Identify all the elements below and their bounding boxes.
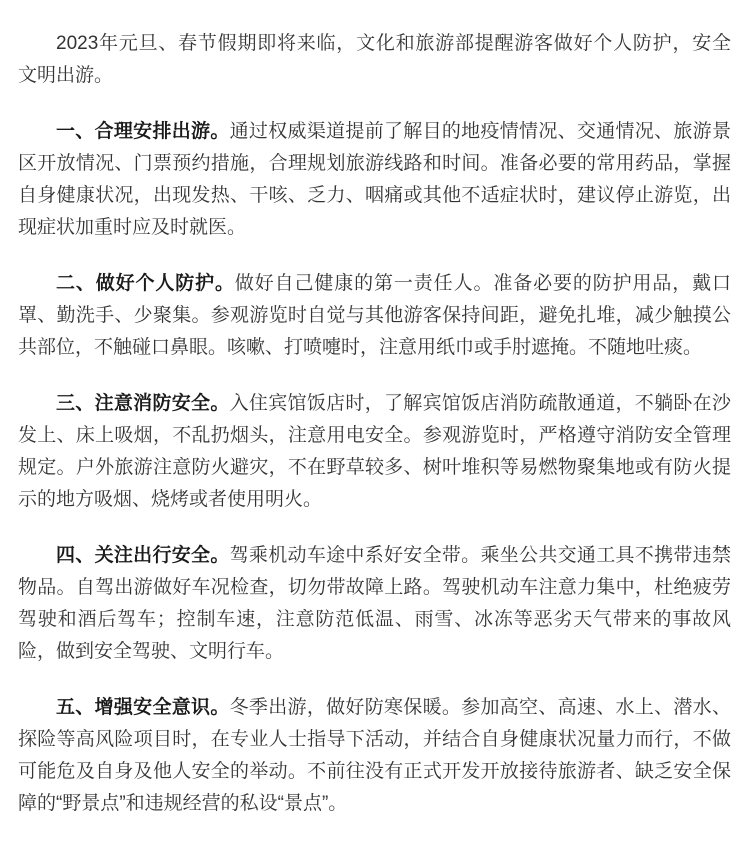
text-line: 2023年元旦、春节假期即将来临，文化和旅游部提醒游客做好个人防护，安全	[56, 33, 731, 54]
text-line: 五、增强安全意识。冬季出游，做好防寒保暖。参加高空、高速、水上、潜水、	[56, 697, 731, 718]
section-heading: 三、注意消防安全。	[56, 393, 230, 414]
paragraph	[18, 268, 731, 364]
section-heading: 一、合理安排出游。	[56, 121, 230, 142]
text-line: 文明出游。	[18, 65, 114, 86]
section-heading: 五、增强安全意识。	[56, 697, 230, 718]
paragraph	[18, 540, 731, 668]
text-line: 驾驶和酒后驾车；控制车速，注意防范低温、雨雪、冰冻等恶劣天气带来的事故风	[18, 609, 731, 630]
paragraph	[18, 692, 731, 820]
text-line: 发上、床上吸烟，不乱扔烟头，注意用电安全。参观游览时，严格遵守消防安全管理	[18, 425, 731, 446]
text-line: 障的“野景点”和违规经营的私设“景点”。	[18, 793, 348, 814]
text-line: 现症状加重时应及时就医。	[18, 217, 247, 238]
text-line: 可能危及自身及他人安全的举动。不前往没有正式开发开放接待旅游者、缺乏安全保	[18, 761, 731, 782]
paragraph	[18, 388, 731, 516]
text-line: 罩、勤洗手、少聚集。参观游览时自觉与其他游客保持间距，避免扎堆，减少触摸公	[18, 305, 731, 326]
text-line: 规定。户外旅游注意防火避灾，不在野草较多、树叶堆积等易燃物聚集地或有防火提	[18, 457, 731, 478]
text-line: 险，做到安全驾驶、文明行车。	[18, 641, 285, 662]
text-line: 四、关注出行安全。驾乘机动车途中系好安全带。乘坐公共交通工具不携带违禁	[56, 545, 731, 566]
section-heading: 四、关注出行安全。	[56, 545, 230, 566]
text-line: 区开放情况、门票预约措施，合理规划旅游线路和时间。准备必要的常用药品，掌握	[18, 153, 731, 174]
text-line: 示的地方吸烟、烧烤或者使用明火。	[18, 489, 323, 510]
text-line: 共部位，不触碰口鼻眼。咳嗽、打喷嚏时，注意用纸巾或手肘遮掩。不随地吐痰。	[18, 337, 703, 358]
text-line: 一、合理安排出游。通过权威渠道提前了解目的地疫情情况、交通情况、旅游景	[56, 121, 731, 142]
paragraph	[18, 28, 731, 92]
text-line: 三、注意消防安全。入住宾馆饭店时，了解宾馆饭店消防疏散通道，不躺卧在沙	[56, 393, 731, 414]
text-line: 二、做好个人防护。做好自己健康的第一责任人。准备必要的防护用品，戴口	[56, 273, 731, 294]
section-heading: 二、做好个人防护。	[56, 273, 235, 294]
text-line: 探险等高风险项目时，在专业人士指导下活动，并结合自身健康状况量力而行，不做	[18, 729, 731, 750]
text-line: 物品。自驾出游做好车况检查，切勿带故障上路。驾驶机动车注意力集中，杜绝疲劳	[18, 577, 731, 598]
paragraph	[18, 116, 731, 244]
text-line: 自身健康状况，出现发热、干咳、乏力、咽痛或其他不适症状时，建议停止游览，出	[18, 185, 731, 206]
